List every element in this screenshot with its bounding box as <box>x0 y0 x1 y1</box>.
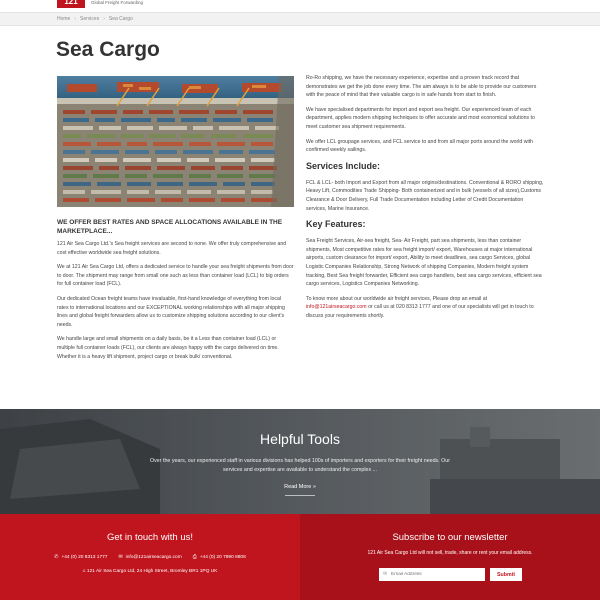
footer-contact <box>0 514 300 600</box>
newsletter-note: 121 Air Sea Cargo Ltd will not sell, trade, share or rent your email address. <box>367 550 533 556</box>
address-text: 121 Air Sea Cargo Ltd, 24 High Street, Bromley BR1 1PQ UK <box>86 569 218 574</box>
paragraph: Ro-Ro shipping, we have the necessary experience, expertise and a proven track record that demonstrates we get the job done every time. The aim always is to be able to provide our customers with the peace of mind that their valuable cargo is in safe hands from start to finish. <box>306 75 537 99</box>
page-title: Sea Cargo <box>56 38 160 61</box>
paragraph: We at 121 Air Sea Cargo Ltd, offers a dedicated service to handle your sea freight shipments from door to door. The shipment may range from small one such as less than container load (LCL) to big orders for full container load (FCL). <box>57 264 294 288</box>
newsletter-title: Subscribe to our newsletter <box>392 532 508 543</box>
contact-fax[interactable] <box>193 554 246 560</box>
breadcrumb-current: Sea Cargo <box>108 16 133 22</box>
printer-icon: ⎙ <box>192 554 197 560</box>
contact-text-post: or call us at 020 8313 1777 and one of our specialists will get in touch to discuss your requirements shortly. <box>306 304 534 319</box>
breadcrumb <box>57 16 133 22</box>
left-column <box>57 218 294 367</box>
breadcrumb-home[interactable]: Home <box>57 16 71 22</box>
mail-icon: ✉ <box>118 554 123 560</box>
email-address: info@121airseacargo.com <box>125 555 182 560</box>
site-header <box>0 0 600 10</box>
features-heading: Key Features: <box>306 219 366 230</box>
contact-list <box>0 554 300 560</box>
read-more-link[interactable]: Read More » <box>284 484 316 490</box>
chevron-right-icon: › <box>74 16 77 22</box>
fax-number: +44 (0) 20 7990 8808 <box>199 555 246 560</box>
contact-text-pre: To know more about our worldwide air freight services, Please drop an email at <box>306 295 488 302</box>
contact-phone[interactable] <box>54 554 107 560</box>
intro-heading: WE OFFER BEST RATES AND SPACE ALLOCATIONS AVAILABLE IN THE MARKETPLACE... <box>57 219 283 235</box>
breadcrumb-bar <box>0 12 600 26</box>
envelope-icon: ✉ <box>383 571 388 577</box>
paragraph: Our dedicated Ocean freight teams have invaluable, first-hand knowledge of everything from local rates to international locations and our EXCEPTIONAL working relationships with all major shipping lines and global freight forwarders allow us to customize shipping solutions according to our client's needs. <box>57 295 285 328</box>
right-column <box>306 74 544 326</box>
breadcrumb-services[interactable]: Services <box>80 16 100 22</box>
port-aerial-image <box>57 76 294 207</box>
paragraph: We offer LCL groupage services, and FCL service to and from all major ports around the world with confirmed weekly sailings. <box>306 138 533 154</box>
tools-description: Over the years, our experienced staff in various divisions has helped 100s of importers and exporters for their freight needs. Our services and expertise are available to understand the complex ... <box>150 458 450 473</box>
paragraph: We have specialised departments for import and export sea freight. Our experienced team of each department, applies modern shipping techniques to offer accurate and most economical solutions to meet customer sea shipment requirements. <box>306 106 535 130</box>
features-text: Sea Freight Services, Air-sea freight, Sea- Air Freight, part sea shipments, less than container shipments, Most competitive rates for sea freight import/ export, Warehouses at major international airports, custom clearance for import/ export, Ability to meet deadlines, sea cargo Services, global Logistic Companies Relationship, Strong Network of shipping Companies, Modern freight system tracking, Best Sea freight forwarder, Efficient sea cargo handlers, best sea cargo services, efficient sea cargo services, Logistics Companies Networking. <box>306 238 542 288</box>
services-text: FCL & LCL- both Import and Export from all major origins/destinations. Conventional & RORO shipping, Heavy Lift, Commodities Trade Shipping- Both containerized and in bulk (vessels of all sizes),Customs Clearance & Door Delivery, Full Trade Documentation including Letter of Credit Documentation services, Marine Insurance. <box>306 179 544 212</box>
paragraph: 121 Air Sea Cargo Ltd.'s Sea freight services are second to none. We offer truly comprehensive and cost effective worldwide sea freight solutions. <box>57 241 287 256</box>
phone-icon: ✆ <box>54 554 59 560</box>
newsletter-email-input[interactable] <box>379 568 485 581</box>
contact-paragraph <box>306 295 544 321</box>
site-logo[interactable]: 121 <box>57 0 85 8</box>
services-heading: Services Include: <box>306 160 381 171</box>
site-tagline: Global Freight Forwarding <box>91 0 144 5</box>
footer-newsletter <box>300 514 600 600</box>
phone-number: +44 (0) 20 8313 1777 <box>61 555 108 560</box>
tools-title: Helpful Tools <box>260 431 340 447</box>
footer-contact-title: Get in touch with us! <box>106 532 194 543</box>
paragraph: We handle large and small shipments on a daily basis, be it a Less than container load (LCL) or multiple full container loads (FCL), our clients are always happy with the cargo delivered on time. Whether it is a heavy lift shipment, project cargo or break bulk/ conventional. <box>57 336 279 360</box>
divider <box>285 495 315 496</box>
newsletter-submit-button[interactable]: Submit <box>490 568 522 581</box>
contact-email[interactable] <box>118 554 181 560</box>
contact-email-link[interactable]: info@121airseacargo.com <box>306 304 367 311</box>
chevron-right-icon: › <box>103 16 105 22</box>
home-icon: ⌂ <box>82 569 86 574</box>
contact-address <box>0 569 300 574</box>
